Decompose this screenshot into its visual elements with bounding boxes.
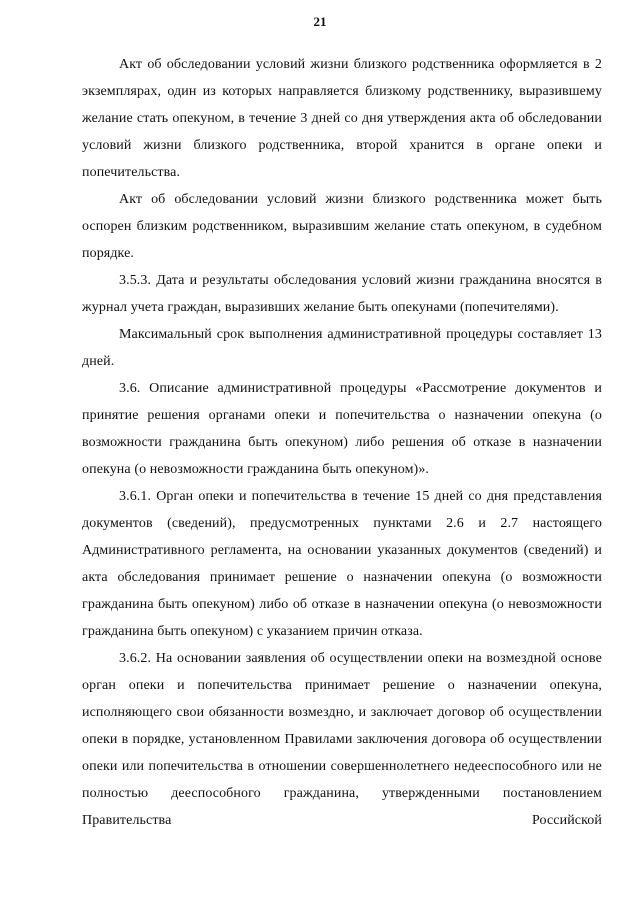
paragraph-act-copies: Акт об обследовании условий жизни близкого родственника оформляется в 2 экземплярах, один из которых направляется близкому родственнику, выразившему желание стать опекуном, в течение 3 дней со дня утверждения акта об обследовании условий жизни близкого родственника, второй хранится в органе опеки и попечительства. [82, 57, 602, 180]
page-number: 21 [313, 14, 327, 29]
paragraph-3-6-1: 3.6.1. Орган опеки и попечительства в течение 15 дней со дня представления документов (сведений), предусмотренных пунктами 2.6 и 2.7 настоящего Административного регламента, на основании указанных документов (сведений) и акта обследования принимает решение о назначении опекуна (о возможности гражданина быть опекуном) либо об отказе в назначении опекуна (о невозможности гражданина быть опекуном) с указанием причин отказа. [82, 489, 602, 639]
paragraph-3-6-2: 3.6.2. На основании заявления об осуществлении опеки на возмездной основе орган опеки и попечительства принимает решение о назначении опекуна, исполняющего свои обязанности возмездно, и заключает договор об осуществлении опеки в порядке, установленном Правилами заключения договора об осуществлении опеки или попечительства в отношении совершеннолетнего недееспособного или не полностью дееспособного гражданина, утвержденными постановлением Правительства Российской [82, 651, 602, 828]
paragraph-3-5-3: 3.5.3. Дата и результаты обследования условий жизни гражданина вносятся в журнал учета граждан, выразивших желание быть опекунами (попечителями). [82, 273, 602, 315]
paragraph-3-6: 3.6. Описание административной процедуры «Рассмотрение документов и принятие решения органами опеки и попечительства о назначении опекуна (о возможности гражданина быть опекуном) либо решения об отказе в назначении опекуна (о невозможности гражданина быть опекуном)». [82, 381, 602, 477]
paragraph-act-dispute: Акт об обследовании условий жизни близкого родственника может быть оспорен близким родственником, выразившим желание стать опекуном, в судебном порядке. [82, 192, 602, 261]
paragraph-max-term: Максимальный срок выполнения административной процедуры составляет 13 дней. [82, 327, 602, 369]
document-body [82, 51, 602, 834]
